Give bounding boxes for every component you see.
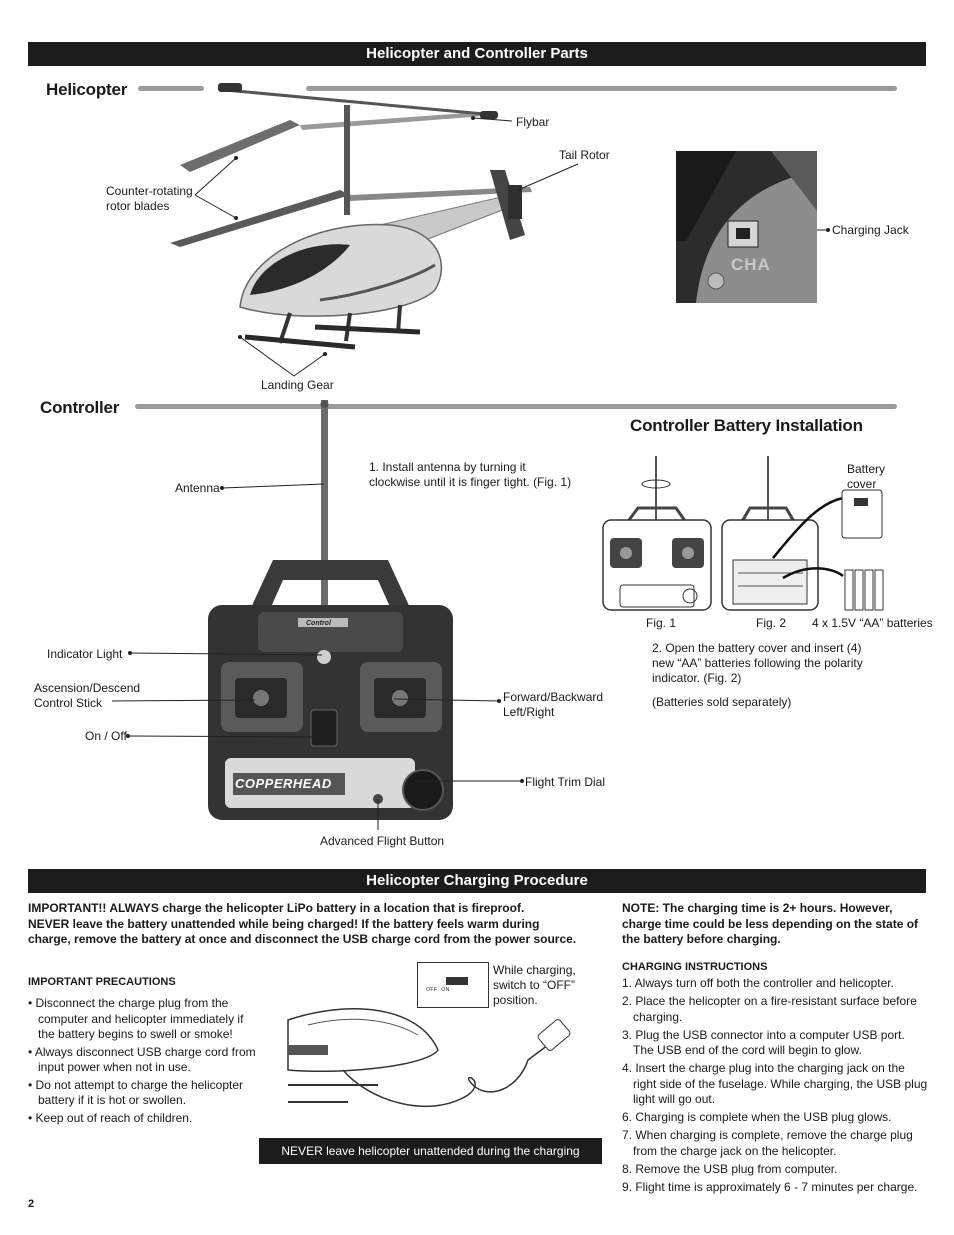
brand-plate: COPPERHEAD: [235, 776, 332, 791]
charging-note: NOTE: The charging time is 2+ hours. However, charge time could be less depending on the state of the battery before charging.: [622, 901, 919, 946]
precaution-item: • Do not attempt to charge the helicopter battery if it is hot or swollen.: [28, 1077, 243, 1107]
label-fig1: Fig. 1: [646, 616, 677, 630]
label-on-off: On / Off: [85, 729, 127, 743]
label-flybar: Flybar: [516, 115, 550, 129]
charging-instructions-list: [622, 976, 928, 1198]
section-header-charging: Helicopter Charging Procedure: [28, 869, 926, 893]
label-forward-backward: Forward/Backward Left/Right: [503, 690, 604, 719]
instruction-item: 7. When charging is complete, remove the charge plug from the charge jack on the helicopter.: [622, 1128, 913, 1158]
switch-inset: [417, 962, 489, 1008]
precaution-item: • Disconnect the charge plug from the computer and helicopter immediately if the battery begins to swell or smoke!: [28, 996, 244, 1041]
label-indicator-light: Indicator Light: [47, 647, 123, 661]
instruction-item: 1. Always turn off both the controller and helicopter.: [622, 976, 894, 990]
label-tail-rotor: Tail Rotor: [559, 148, 610, 162]
antenna-instruction: 1. Install antenna by turning it clockwise until it is finger tight. (Fig. 1): [369, 460, 572, 489]
label-rotor-blades: Counter-rotating rotor blades: [106, 184, 193, 213]
charging-illustration: [288, 990, 588, 1115]
label-charging-jack: Charging Jack: [832, 223, 909, 237]
battery-step-2: 2. Open the battery cover and insert (4) new “AA” batteries following the polarity indicator. (Fig. 2): [652, 641, 863, 685]
helicopter-title: Helicopter: [46, 80, 128, 99]
power-switch-icon: [446, 977, 468, 985]
instruction-item: 8. Remove the USB plug from computer.: [622, 1161, 838, 1176]
label-fig2: Fig. 2: [756, 616, 787, 630]
label-antenna: Antenna: [175, 481, 220, 495]
section-header-parts: Helicopter and Controller Parts: [28, 42, 926, 66]
precaution-item: • Always disconnect USB charge cord from input power when not in use.: [28, 1044, 256, 1074]
battery-figures: [598, 448, 938, 618]
label-ascension-stick: Ascension/Descend Control Stick: [34, 681, 141, 710]
switch-note: While charging, switch to “OFF” position.: [493, 963, 576, 1007]
page-number: 2: [28, 1198, 35, 1210]
instructions-title: CHARGING INSTRUCTIONS: [622, 961, 768, 973]
label-landing-gear: Landing Gear: [261, 378, 334, 392]
battery-install-title: Controller Battery Installation: [630, 416, 863, 435]
precautions-title: IMPORTANT PRECAUTIONS: [28, 976, 176, 988]
controller-logo: Control: [306, 620, 331, 627]
label-battery-cover: Battery cover: [847, 462, 886, 491]
precaution-item: • Keep out of reach of children.: [28, 1110, 193, 1125]
label-advanced-flight: Advanced Flight Button: [320, 834, 445, 848]
switch-label: OFF ON: [426, 987, 450, 993]
instruction-item: 9. Flight time is approximately 6 - 7 minutes per charge.: [622, 1179, 918, 1194]
label-flight-trim: Flight Trim Dial: [525, 775, 606, 789]
batteries-sold-separately: (Batteries sold separately): [652, 695, 792, 709]
important-warning: IMPORTANT!! ALWAYS charge the helicopter LiPo battery in a location that is fireproof. NEVER leave the battery unattended while being charged! If the battery feels warm during charge, remove the battery at once and disconnect the USB charge cord from the power source.: [28, 901, 577, 946]
label-batteries: 4 x 1.5V “AA” batteries: [812, 616, 933, 630]
unattended-warning-box: NEVER leave helicopter unattended during the charging process!: [259, 1138, 602, 1164]
controller-title: Controller: [40, 398, 120, 417]
jack-embossed-text: CHA: [731, 255, 771, 274]
instruction-item: 3. Plug the USB connector into a computer USB port. The USB end of the cord will begin to glow.: [622, 1027, 905, 1057]
instruction-item: 4. Insert the charge plug into the charging jack on the right side of the fuselage. While charging, the USB plug light will go out.: [622, 1061, 928, 1106]
instruction-item: 2. Place the helicopter on a fire-resistant surface before charging.: [622, 994, 917, 1024]
instruction-item: 6. Charging is complete when the USB plug glows.: [622, 1110, 892, 1124]
precautions-list: [28, 996, 256, 1128]
